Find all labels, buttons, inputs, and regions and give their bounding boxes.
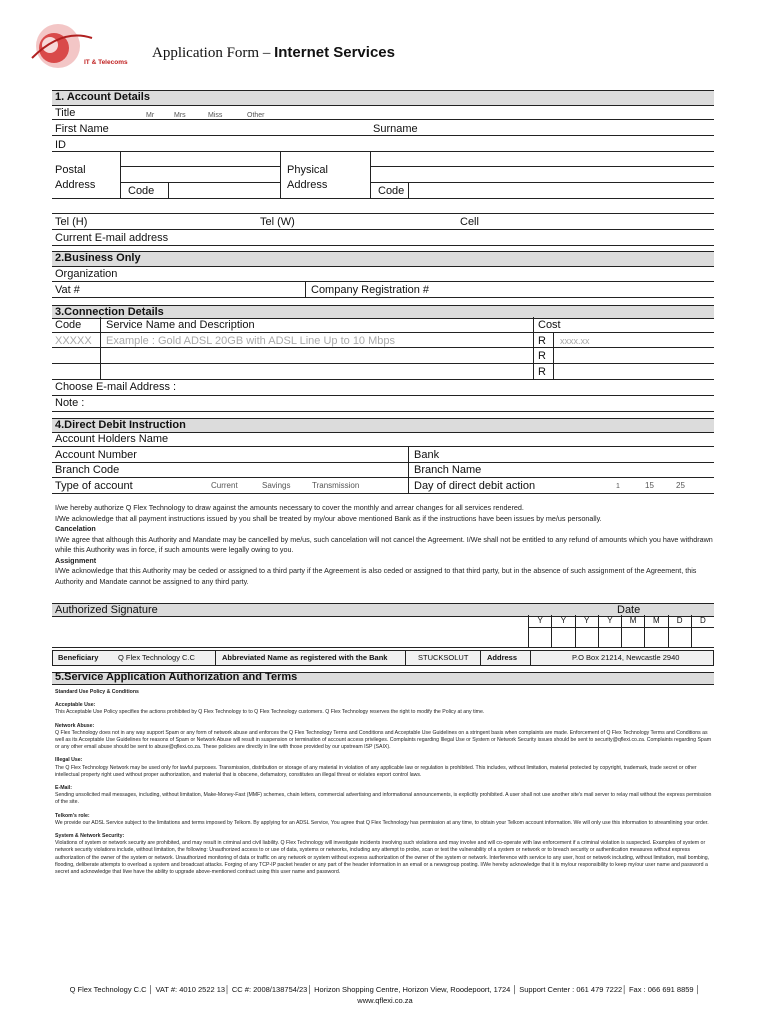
business-heading: 2.Business Only [55, 252, 141, 264]
title-option-other[interactable]: Other [247, 112, 265, 119]
auth-paragraph-3: I/We agree that although this Authority and Mandate may be cancelled by me/us, such cancelation will not cancel the Agreement. I/We shall not be entitled to any refund of amounts which you have withdrawn while this Authority was in force, if such amounts were legally owing to you. [55, 534, 713, 554]
terms-heading-0: Acceptable Use: [55, 702, 96, 709]
terms-heading-3: E-Mail: [55, 785, 73, 792]
date-cells [528, 615, 714, 647]
email-field[interactable] [180, 229, 714, 244]
terms-heading-2: Illegal Use: [55, 757, 83, 764]
company-reg-field[interactable] [440, 281, 714, 297]
type-of-account-label: Type of account [55, 480, 133, 492]
terms-telkom-role [55, 813, 715, 827]
terms-body [55, 689, 715, 876]
title-label: Title [55, 107, 76, 119]
physical-code-field[interactable] [409, 183, 714, 198]
company-logo [22, 18, 142, 73]
currency-3: R [538, 366, 546, 378]
cell-label: Cell [460, 216, 479, 228]
terms-heading-4: Telkom's role: [55, 812, 90, 819]
cancelation-heading: Cancelation [55, 524, 96, 533]
physical-code-label: Code [378, 185, 405, 197]
day-option-25[interactable]: 25 [676, 481, 685, 490]
bank-label: Bank [414, 449, 440, 461]
authorization-text [55, 503, 715, 587]
date-cell-label: Y [599, 615, 621, 628]
account-section-header [52, 90, 714, 106]
surname-label: Surname [373, 123, 418, 135]
date-cell-label: Y [552, 615, 574, 628]
account-number-field[interactable] [160, 446, 408, 462]
currency-1: R [538, 335, 546, 347]
branch-name-label: Branch Name [414, 464, 482, 476]
id-field[interactable] [120, 135, 714, 151]
signature-field[interactable] [52, 615, 528, 647]
title-option-mr[interactable]: Mr [146, 112, 155, 119]
branch-code-label: Branch Code [55, 464, 120, 476]
logo-text: IT & Telecoms [84, 59, 128, 66]
connection-heading: 3.Connection Details [55, 306, 164, 318]
cell-field[interactable] [490, 213, 714, 228]
account-type-savings[interactable]: Savings [262, 481, 291, 490]
terms-text-4: We provide our ADSL Service subject to the limitations and terms imposed by Telkom. By applying for an ADSL Service, You agree that Q Flex Technology has permission at any time, to obtain your Telkom account information. We will only use this information to streamlining your order. [55, 819, 709, 826]
account-heading: 1. Account Details [55, 91, 150, 103]
date-cell-2[interactable] [551, 615, 574, 647]
beneficiary-label: Beneficiary [58, 653, 99, 662]
terms-text-3: Sending unsolicited mail messages, including, without limitation, Make-Money-Fast (MMF) schemes, chain letters, commercial advertising and informational announcements, is explicitly prohibited. A user shall not use another site's mail server to relay mail without the express permission of the site. [55, 792, 712, 806]
postal-code-field[interactable] [169, 183, 279, 198]
date-cell-7[interactable] [668, 615, 691, 647]
date-cell-3[interactable] [575, 615, 598, 647]
title-option-mrs[interactable]: Mrs [174, 112, 186, 119]
vat-field[interactable] [85, 281, 305, 297]
date-cell-label: M [645, 615, 667, 628]
holders-name-label: Account Holders Name [55, 433, 169, 445]
date-cell-1[interactable] [528, 615, 551, 647]
terms-text-0: This Acceptable Use Policy specifies the actions prohibited by Q Flex Technology to to Q Flex Technology customers. Q Flex Technology reserves the right to modify the Policy at any time. [55, 709, 485, 716]
organization-field[interactable] [125, 266, 714, 281]
title-option-miss[interactable]: Miss [208, 112, 223, 119]
service-example[interactable]: Example : Gold ADSL 20GB with ADSL Line Up to 10 Mbps [106, 335, 396, 347]
debit-heading: 4.Direct Debit Instruction [55, 419, 186, 431]
terms-heading-5: System & Network Security: [55, 833, 125, 840]
tel-w-field[interactable] [305, 213, 455, 228]
date-cell-label: Y [576, 615, 598, 628]
date-cell-4[interactable] [598, 615, 621, 647]
holders-name-field[interactable] [180, 431, 714, 446]
postal-address-field[interactable] [121, 152, 279, 182]
choose-email-label: Choose E-mail Address : [55, 381, 177, 393]
code-example[interactable]: XXXXX [55, 335, 92, 347]
day-option-15[interactable]: 15 [645, 481, 654, 490]
id-label: ID [55, 139, 66, 151]
date-cell-label: D [692, 615, 714, 628]
terms-email [55, 785, 715, 807]
physical-address-field[interactable] [371, 152, 714, 182]
terms-text-2: The Q Flex Technology Network may be used only for lawful purposes. Transmission, distribution or storage of any material in violation of any applicable law or regulation is prohibited. This includes, without limitation, material protected by copyright, trademark, trade secret or other intellectual property right used without proper authorization, and material that is obscene, defamatory, constitutes an illegal threat or violates export control laws. [55, 764, 697, 778]
terms-illegal-use [55, 757, 715, 779]
vat-label: Vat # [55, 284, 80, 296]
terms-acceptable-use [55, 702, 715, 716]
signature-label: Authorized Signature [55, 604, 158, 616]
auth-paragraph-1: I/we hereby authorize Q Flex Technology to draw against the amounts necessary to cover the monthly and arrear changes for all services rendered. [55, 503, 524, 512]
physical-address-label: Physical Address [287, 164, 328, 191]
tel-h-field[interactable] [100, 213, 255, 228]
date-cell-label: D [669, 615, 691, 628]
title-main: Internet Services [274, 44, 395, 61]
postal-code-label: Code [128, 185, 155, 197]
terms-network-abuse [55, 723, 715, 752]
company-reg-label: Company Registration # [311, 284, 430, 296]
address-label: Address [487, 653, 518, 662]
bank-field[interactable] [450, 446, 714, 462]
day-of-debit-label: Day of direct debit action [414, 480, 536, 492]
terms-heading-1: Network Abuse: [55, 722, 95, 729]
abbreviated-name-value: STUCKSOLUT [418, 653, 469, 662]
auth-paragraph-4: I/We acknowledge that this Authority may be ceded or assigned to a third party if the Agreement is also ceded or assigned to that third party, but in the absence of such assignment of the Agreement, this Authority and Mandate cannot be assigned to any third party. [55, 566, 697, 586]
terms-text-5: Violations of system or network security are prohibited, and may result in criminal and civil liability. Q Flex Technology will investigate incidents involving such violations and may involve and will co-operate with law enforcement if a criminal violation is suspected. Examples of system or network security violations include, without limitation, the following: Unauthorized access to or use of data, systems or networks, including any attempt to probe, scan or test the vulnerability of a system or network or to breach security or authentication measures without express authorization of the owner of the system or network. Unauthorized monitoring of data or traffic on any network or system without express authorization of the owner of the system or network. Interference with service to any user, host or network including, without limitation, mail bombing, flooding, deliberate attempts to overload a system and broadcast attacks. Forging of any TCP-IP packet header or any part of the header information in an email or a newsgroup posting. I/We hereby acknowledge that it is my/our responsibility to keep my/our user name and password a secret and acknowledge that I/we have the ability to upgrade above-mentioned contract using this user name and password. [55, 840, 710, 876]
account-number-label: Account Number [55, 449, 137, 461]
address-value: P.O Box 21214, Newcastle 2940 [572, 653, 680, 662]
policy-heading: Standard Use Policy & Conditions [55, 689, 139, 695]
postal-address-label: Postal Address [55, 164, 96, 191]
date-cell-label: Y [529, 615, 551, 628]
first-name-label: First Name [55, 123, 109, 135]
account-type-current[interactable]: Current [211, 481, 238, 490]
cost-example[interactable]: xxxx.xx [560, 336, 590, 346]
beneficiary-name: Q Flex Technology C.C [118, 653, 195, 662]
currency-2: R [538, 350, 546, 362]
note-label: Note : [55, 397, 85, 409]
title-prefix: Application Form – [152, 45, 275, 61]
terms-system-security [55, 833, 715, 876]
email-label: Current E-mail address [55, 232, 169, 244]
date-cell-5[interactable] [621, 615, 644, 647]
tel-w-label: Tel (W) [260, 216, 295, 228]
branch-name-field[interactable] [495, 462, 714, 477]
choose-email-field[interactable] [185, 379, 714, 395]
date-cell-6[interactable] [644, 615, 667, 647]
form-title [152, 45, 395, 61]
auth-paragraph-2: I/We acknowledge that all payment instructions issued by you shall be treated by my/our above mentioned Bank as if the instructions have been issues by me/us personally. [55, 513, 602, 523]
date-cell-8[interactable] [691, 615, 714, 647]
footer-line-1: Q Flex Technology C.C │ VAT #: 4010 2522 13│ CC #: 2008/138754/23│ Horizon Shopping Centre, Horizon View, Roodepoort, 1724 │ Support Center : 061 479 7222│ Fax : 066 691 8859 │ [69, 985, 701, 994]
date-label: Date [617, 604, 641, 616]
terms-heading: 5.Service Application Authorization and Terms [55, 671, 298, 683]
day-option-1[interactable]: 1 [616, 483, 620, 490]
note-field[interactable] [90, 395, 714, 411]
terms-text-1: Q Flex Technology does not in any way support Spam or any form of network abuse and enforces the Q Flex Technology Terms and Conditions and Acceptable Use Guidelines on a stringent basis when complaints are made. Enforcement of Q Flex Technology Terms and Conditions as well as its Acceptable Use Guidelines for reasons of Spam or Network Abuse will result in suspension or termination of account access privileges. Complaints regarding Illegal Use or System or Network Security issues should be sent to security@qflexi.co.za. Complaints regarding Spam or any other email abuse should be sent to abuse@qflexi.co.za. These policies are directly in line with those provided by our upstream ISP (SAIX). [55, 729, 712, 751]
branch-code-field[interactable] [160, 462, 408, 477]
date-cell-label: M [622, 615, 644, 628]
cost-header: Cost [538, 319, 561, 331]
tel-h-label: Tel (H) [55, 216, 88, 228]
abbreviated-name-label: Abbreviated Name as registered with the Bank [222, 653, 388, 662]
organization-label: Organization [55, 268, 118, 280]
assignment-heading: Assignment [55, 555, 97, 565]
first-name-field[interactable] [120, 119, 370, 135]
account-type-transmission[interactable]: Transmission [312, 481, 360, 490]
business-section-header [52, 251, 714, 267]
footer-website[interactable]: www.qflexi.co.za [357, 996, 413, 1005]
surname-field[interactable] [425, 119, 714, 135]
service-header: Service Name and Description [106, 319, 255, 331]
code-header: Code [55, 319, 82, 331]
